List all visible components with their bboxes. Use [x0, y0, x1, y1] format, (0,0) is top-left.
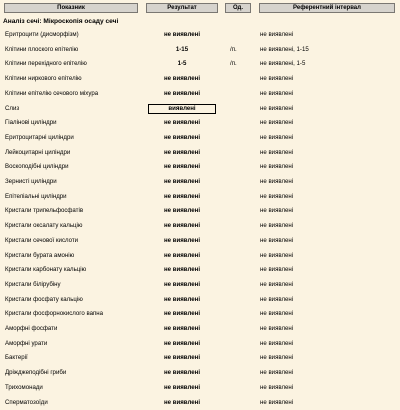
reference-interval: не виявлені	[260, 75, 294, 83]
reference-interval: не виявлені	[260, 133, 294, 141]
indicator-name: Клітини ниркового епітелію	[5, 75, 82, 83]
result-value: не виявлені	[163, 280, 201, 288]
indicator-name: Клітини епітелію сечового міхура	[5, 89, 99, 97]
result-value: не виявлені	[163, 266, 201, 274]
result-value: не виявлені	[163, 178, 201, 185]
result-value: не виявлені	[163, 119, 201, 127]
reference-interval: не виявлені, 1-15	[260, 45, 309, 53]
result-value: не виявлені	[163, 222, 201, 230]
indicator-name: Кристали сечової кислоти	[5, 236, 79, 244]
table-row	[0, 278, 400, 292]
table-row	[0, 219, 400, 233]
indicator-name: Епітеліальні циліндри	[5, 192, 67, 200]
header-indicator: Показник	[4, 3, 138, 13]
reference-interval: не виявлені	[260, 222, 294, 230]
reference-interval: не виявлені	[260, 192, 294, 200]
table-row	[0, 249, 400, 263]
indicator-name: Сперматозоїди	[5, 398, 48, 406]
table-row	[0, 381, 400, 395]
result-value: не виявлені	[163, 369, 201, 377]
reference-interval: не виявлені	[260, 325, 294, 332]
table-row	[0, 72, 400, 86]
table-row	[0, 190, 400, 204]
indicator-name: Трихомонади	[5, 383, 43, 391]
result-value: не виявлені	[163, 89, 201, 97]
table-row	[0, 28, 400, 42]
indicator-name: Клітини перехідного епітелію	[5, 60, 87, 68]
result-value: не виявлені	[163, 75, 201, 83]
header-result: Результат	[146, 3, 218, 13]
result-value: не виявлені	[163, 133, 201, 141]
indicator-name: Лейкоцитарні циліндри	[5, 148, 71, 156]
reference-interval: не виявлені	[260, 31, 294, 38]
table-row	[0, 116, 400, 130]
table-row	[0, 351, 400, 365]
table-row	[0, 204, 400, 218]
reference-interval: не виявлені	[260, 369, 294, 377]
header-unit: Од.	[225, 3, 251, 13]
unit-value: /п.	[230, 45, 237, 53]
table-row	[0, 43, 400, 57]
table-row	[0, 131, 400, 145]
table-row	[0, 263, 400, 277]
table-row	[0, 366, 400, 380]
indicator-name: Кристали бурата амонію	[5, 251, 75, 259]
table-row	[0, 293, 400, 307]
table-row	[0, 322, 400, 336]
reference-interval: не виявлені	[260, 295, 294, 303]
indicator-name: Аморфні фосфати	[5, 325, 58, 332]
result-value: не виявлені	[163, 339, 201, 347]
table-row	[0, 234, 400, 248]
reference-interval: не виявлені	[260, 148, 294, 156]
result-value: не виявлені	[163, 325, 201, 332]
table-row	[0, 307, 400, 321]
indicator-name: Еритроцити (дисморфізм)	[5, 31, 79, 38]
table-row	[0, 337, 400, 351]
indicator-name: Кристали карбонату кальцію	[5, 266, 87, 274]
reference-interval: не виявлені	[260, 207, 294, 215]
result-value: не виявлені	[163, 354, 201, 362]
reference-interval: не виявлені	[260, 119, 294, 127]
result-value: не виявлені	[163, 398, 201, 406]
indicator-name: Аморфні урати	[5, 339, 48, 347]
reference-interval: не виявлені	[260, 310, 294, 318]
indicator-name: Кристали білірубіну	[5, 280, 61, 288]
unit-value: /п.	[230, 60, 237, 68]
indicator-name: Бактерії	[5, 354, 28, 362]
indicator-name: Зернисті циліндри	[5, 178, 57, 185]
reference-interval: не виявлені	[260, 280, 294, 288]
indicator-name: Дріжджеподібні гриби	[5, 369, 67, 377]
table-row	[0, 102, 400, 116]
table-row	[0, 57, 400, 71]
reference-interval: не виявлені	[260, 104, 294, 112]
indicator-name: Воскоподібні циліндри	[5, 163, 69, 171]
table-row	[0, 87, 400, 101]
result-value: 1-5	[177, 60, 187, 68]
result-value: не виявлені	[163, 192, 201, 200]
indicator-name: Гіалінові циліндри	[5, 119, 57, 127]
result-value: не виявлені	[163, 148, 201, 156]
reference-interval: не виявлені	[260, 251, 294, 259]
indicator-name: Клітини плоского епітелію	[5, 45, 79, 53]
reference-interval: не виявлені	[260, 178, 294, 185]
result-value: не виявлені	[163, 163, 201, 171]
reference-interval: не виявлені	[260, 383, 294, 391]
section-title: Аналіз сечі: Мікроскопія осаду сечі	[3, 18, 119, 25]
table-row	[0, 396, 400, 410]
reference-interval: не виявлені	[260, 339, 294, 347]
result-value: не виявлені	[163, 251, 201, 259]
table-row	[0, 175, 400, 189]
table-row	[0, 160, 400, 174]
reference-interval: не виявлені	[260, 398, 294, 406]
result-value: не виявлені	[163, 295, 201, 303]
indicator-name: Еритроцитарні циліндри	[5, 133, 74, 141]
header-reference: Референтний інтервал	[259, 3, 395, 13]
result-value: виявлені	[148, 104, 216, 114]
reference-interval: не виявлені	[260, 354, 294, 362]
result-value: не виявлені	[163, 310, 201, 318]
table-row	[0, 146, 400, 160]
result-value: 1-15	[175, 45, 189, 53]
result-value: не виявлені	[163, 236, 201, 244]
indicator-name: Кристали оксалату кальцію	[5, 222, 83, 230]
result-value: не виявлені	[163, 383, 201, 391]
indicator-name: Кристали фосфорнокислого вапна	[5, 310, 104, 318]
indicator-name: Кристали фосфату кальцію	[5, 295, 83, 303]
reference-interval: не виявлені, 1-5	[260, 60, 306, 68]
result-value: не виявлені	[163, 207, 201, 215]
reference-interval: не виявлені	[260, 266, 294, 274]
reference-interval: не виявлені	[260, 89, 294, 97]
reference-interval: не виявлені	[260, 236, 294, 244]
reference-interval: не виявлені	[260, 163, 294, 171]
indicator-name: Слиз	[5, 104, 20, 112]
indicator-name: Кристали трипельфосфатів	[5, 207, 84, 215]
result-value: не виявлені	[163, 31, 201, 38]
